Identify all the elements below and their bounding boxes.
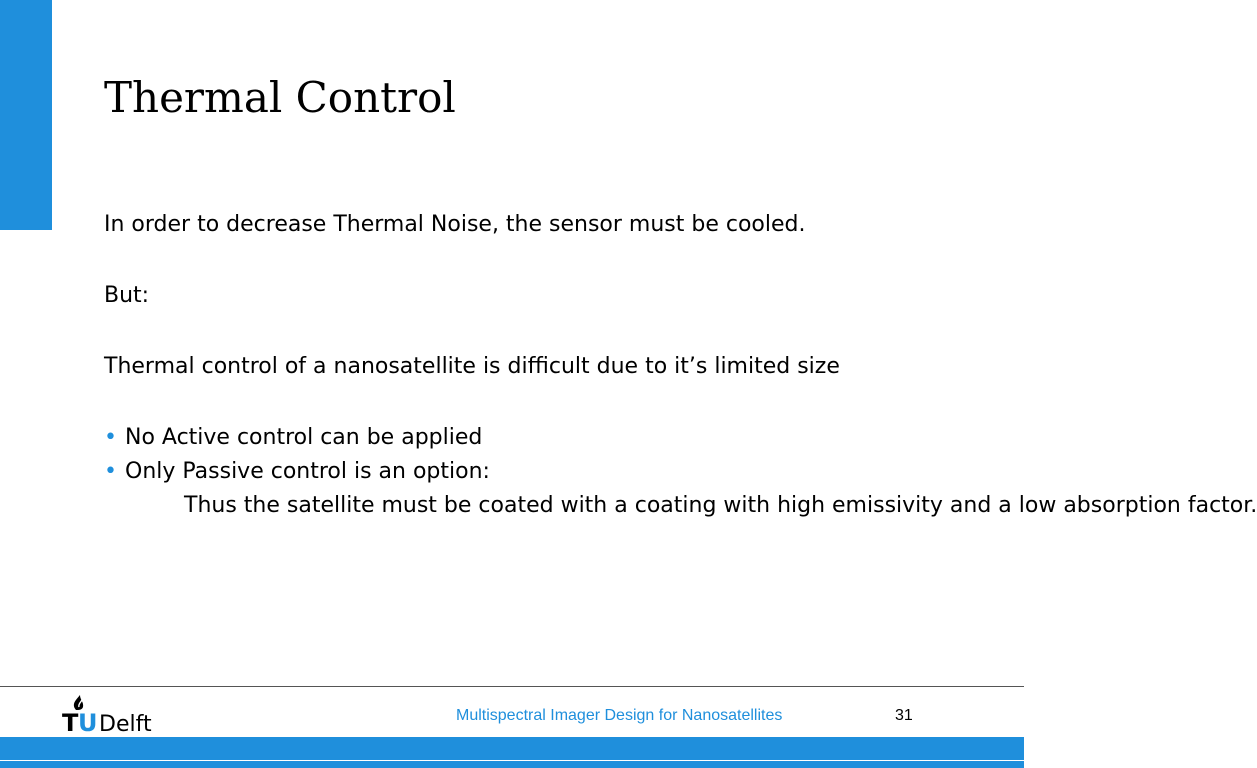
footer-band-line bbox=[0, 760, 1024, 761]
paragraph-thermal-noise: In order to decrease Thermal Noise, the sensor must be cooled. bbox=[104, 212, 806, 237]
footer-band bbox=[0, 737, 1024, 768]
bullet-item-passive-control bbox=[104, 455, 964, 489]
logo-text-t: T bbox=[62, 709, 79, 737]
bullet-icon: • bbox=[104, 425, 117, 450]
paragraph-thermal-control: Thermal control of a nanosatellite is difficult due to it’s limited size bbox=[104, 354, 840, 379]
spacer bbox=[104, 313, 964, 350]
tu-delft-flame-icon bbox=[74, 695, 83, 710]
coating-note: Thus the satellite must be coated with a coating with high emissivity and a low absorption factor. bbox=[184, 493, 1257, 518]
bullet-text: Only Passive control is an option: bbox=[125, 459, 490, 484]
paragraph-but: But: bbox=[104, 283, 150, 308]
logo-text-u: U bbox=[78, 709, 98, 737]
logo-text-delft: Delft bbox=[99, 712, 152, 737]
bullet-item-active-control bbox=[104, 421, 964, 455]
bullet-text: No Active control can be applied bbox=[125, 425, 483, 450]
presentation-title: Multispectral Imager Design for Nanosatellites bbox=[456, 707, 783, 724]
slide-content bbox=[104, 208, 1257, 523]
page-number: 31 bbox=[895, 707, 913, 724]
bullet-icon: • bbox=[104, 459, 117, 484]
footer-divider bbox=[0, 686, 1024, 687]
slide-title: Thermal Control bbox=[104, 73, 456, 122]
tu-delft-logo bbox=[62, 692, 166, 736]
bullet-list bbox=[104, 421, 964, 489]
accent-bar bbox=[0, 0, 52, 230]
spacer bbox=[104, 384, 964, 421]
spacer bbox=[104, 242, 964, 279]
